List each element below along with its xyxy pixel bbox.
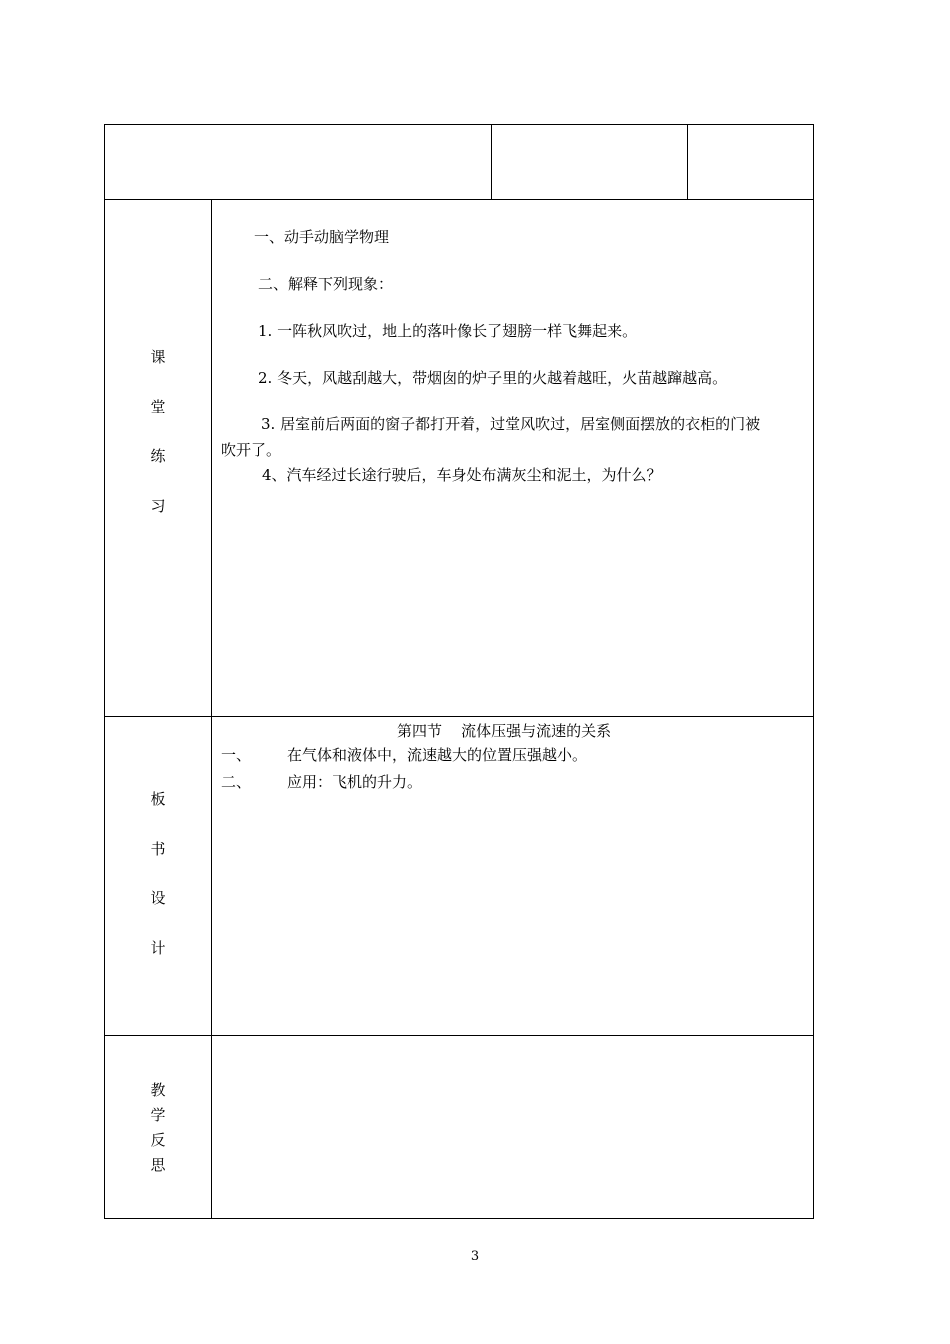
board-point-1-number: 一、 <box>221 746 252 764</box>
exercise-heading-2: 二、解释下列现象： <box>258 275 394 293</box>
exercise-item-3: 3. 居室前后两面的窗子都打开着，过堂风吹过，居室侧面摆放的衣柜的门被 <box>261 415 761 433</box>
exercise-item-3-continued: 吹开了。 <box>221 441 282 459</box>
reflection-label-char: 思 <box>150 1156 166 1174</box>
header-cell-divider-2 <box>687 124 688 200</box>
exercise-item-2: 2. 冬天，风越刮越大，带烟囱的炉子里的火越着越旺，火苗越蹿越高。 <box>258 369 728 387</box>
reflection-label-char: 教 <box>150 1081 166 1099</box>
exercise-item-4: 4、汽车经过长途行驶后，车身处布满灰尘和泥土，为什么？ <box>262 466 662 484</box>
reflection-label-char: 学 <box>150 1106 166 1124</box>
page-number: 3 <box>470 1249 480 1264</box>
label-column-divider <box>211 199 212 1219</box>
exercise-label-char: 习 <box>150 497 166 515</box>
exercise-label-char: 堂 <box>150 398 166 416</box>
header-cell-divider-1 <box>491 124 492 200</box>
exercise-label-char: 练 <box>150 447 166 465</box>
exercise-label-char: 课 <box>150 348 166 366</box>
board-point-2-text: 应用：飞机的升力。 <box>287 773 423 791</box>
board-title: 第四节 流体压强与流速的关系 <box>397 722 612 740</box>
reflection-label-char: 反 <box>150 1131 166 1149</box>
board-label-char: 计 <box>150 939 166 957</box>
board-label-char: 设 <box>150 889 166 907</box>
exercise-item-1: 1. 一阵秋风吹过，地上的落叶像长了翅膀一样飞舞起来。 <box>258 322 638 340</box>
board-point-2-number: 二、 <box>221 773 252 791</box>
board-label-char: 书 <box>150 840 166 858</box>
board-point-1-text: 在气体和液体中，流速越大的位置压强越小。 <box>287 746 588 764</box>
table-top-border <box>104 124 814 125</box>
board-label-char: 板 <box>150 790 166 808</box>
table-right-border <box>813 124 814 1219</box>
exercise-heading-1: 一、动手动脑学物理 <box>254 228 390 246</box>
table-left-border <box>104 124 105 1219</box>
